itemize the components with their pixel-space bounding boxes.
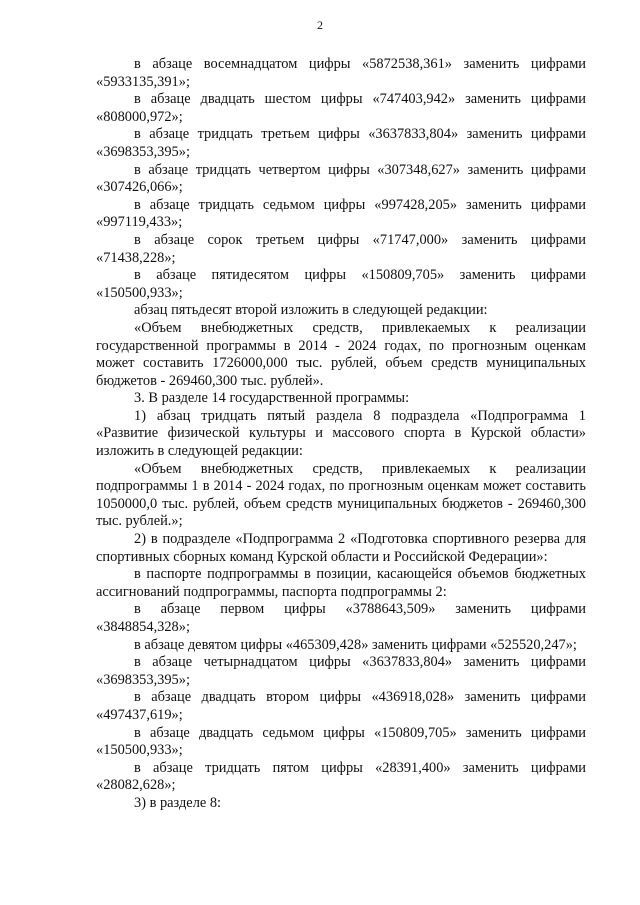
paragraph: в абзаце четырнадцатом цифры «3637833,804» заменить цифрами «3698353,395»; bbox=[96, 654, 586, 688]
paragraph: в абзаце тридцать третьем цифры «3637833,804» заменить цифрами «3698353,395»; bbox=[96, 126, 586, 160]
paragraph: в абзаце тридцать пятом цифры «28391,400» заменить цифрами «28082,628»; bbox=[96, 759, 586, 794]
page-number: 2 bbox=[317, 18, 323, 32]
paragraph: в абзаце тридцать четвертом цифры «307348,627» заменить цифрами «307426,066»; bbox=[96, 161, 586, 196]
paragraph: абзац пятьдесят второй изложить в следующей редакции: bbox=[134, 302, 488, 319]
paragraph: в абзаце двадцать седьмом цифры «150809,705» заменить цифрами «150500,933»; bbox=[96, 724, 586, 759]
paragraph: в паспорте подпрограммы в позиции, касающейся объемов бюджетных ассигнований подпрограммы, паспорта подпрограммы 2: bbox=[96, 566, 586, 600]
paragraph: 3) в разделе 8: bbox=[134, 794, 222, 811]
paragraph: в абзаце первом цифры «3788643,509» заменить цифрами «3848854,328»; bbox=[96, 601, 586, 635]
paragraph: в абзаце двадцать втором цифры «436918,028» заменить цифрами «497437,619»; bbox=[96, 689, 586, 723]
document-body bbox=[96, 56, 586, 813]
paragraph: в абзаце сорок третьем цифры «71747,000» заменить цифрами «71438,228»; bbox=[96, 231, 586, 266]
paragraph-quote: «Объем внебюджетных средств, привлекаемых к реализации подпрограммы 1 в 2014 - 2024 годах, по прогнозным оценкам может составить 1050000,0 тыс. рублей, объем средств муниципальных бюджетов - 269460,300 тыс. рублей.»; bbox=[96, 460, 586, 530]
paragraph: 2) в подразделе «Подпрограмма 2 «Подготовка спортивного резерва для спортивных сборных команд Курской области и Российской Федерации»: bbox=[96, 531, 586, 565]
section-heading: 3. В разделе 14 государственной программы: bbox=[134, 390, 410, 407]
paragraph-quote: «Объем внебюджетных средств, привлекаемых к реализации государственной программы в 2014 - 2024 годах, по прогнозным оценкам может составить 1726000,000 тыс. рублей, объем средств муниципальных бюджетов - 269460,300 тыс. рублей». bbox=[96, 319, 586, 389]
paragraph: в абзаце пятидесятом цифры «150809,705» заменить цифрами «150500,933»; bbox=[96, 267, 586, 301]
paragraph: в абзаце тридцать седьмом цифры «997428,205» заменить цифрами «997119,433»; bbox=[96, 196, 586, 231]
paragraph: в абзаце восемнадцатом цифры «5872538,361» заменить цифрами «5933135,391»; bbox=[96, 56, 586, 90]
paragraph: в абзаце девятом цифры «465309,428» заменить цифрами «525520,247»; bbox=[134, 636, 577, 653]
paragraph: 1) абзац тридцать пятый раздела 8 подраздела «Подпрограмма 1 «Развитие физической культуры и массового спорта в Курской области» изложить в следующей редакции: bbox=[96, 407, 586, 460]
paragraph: в абзаце двадцать шестом цифры «747403,942» заменить цифрами «808000,972»; bbox=[96, 91, 586, 125]
